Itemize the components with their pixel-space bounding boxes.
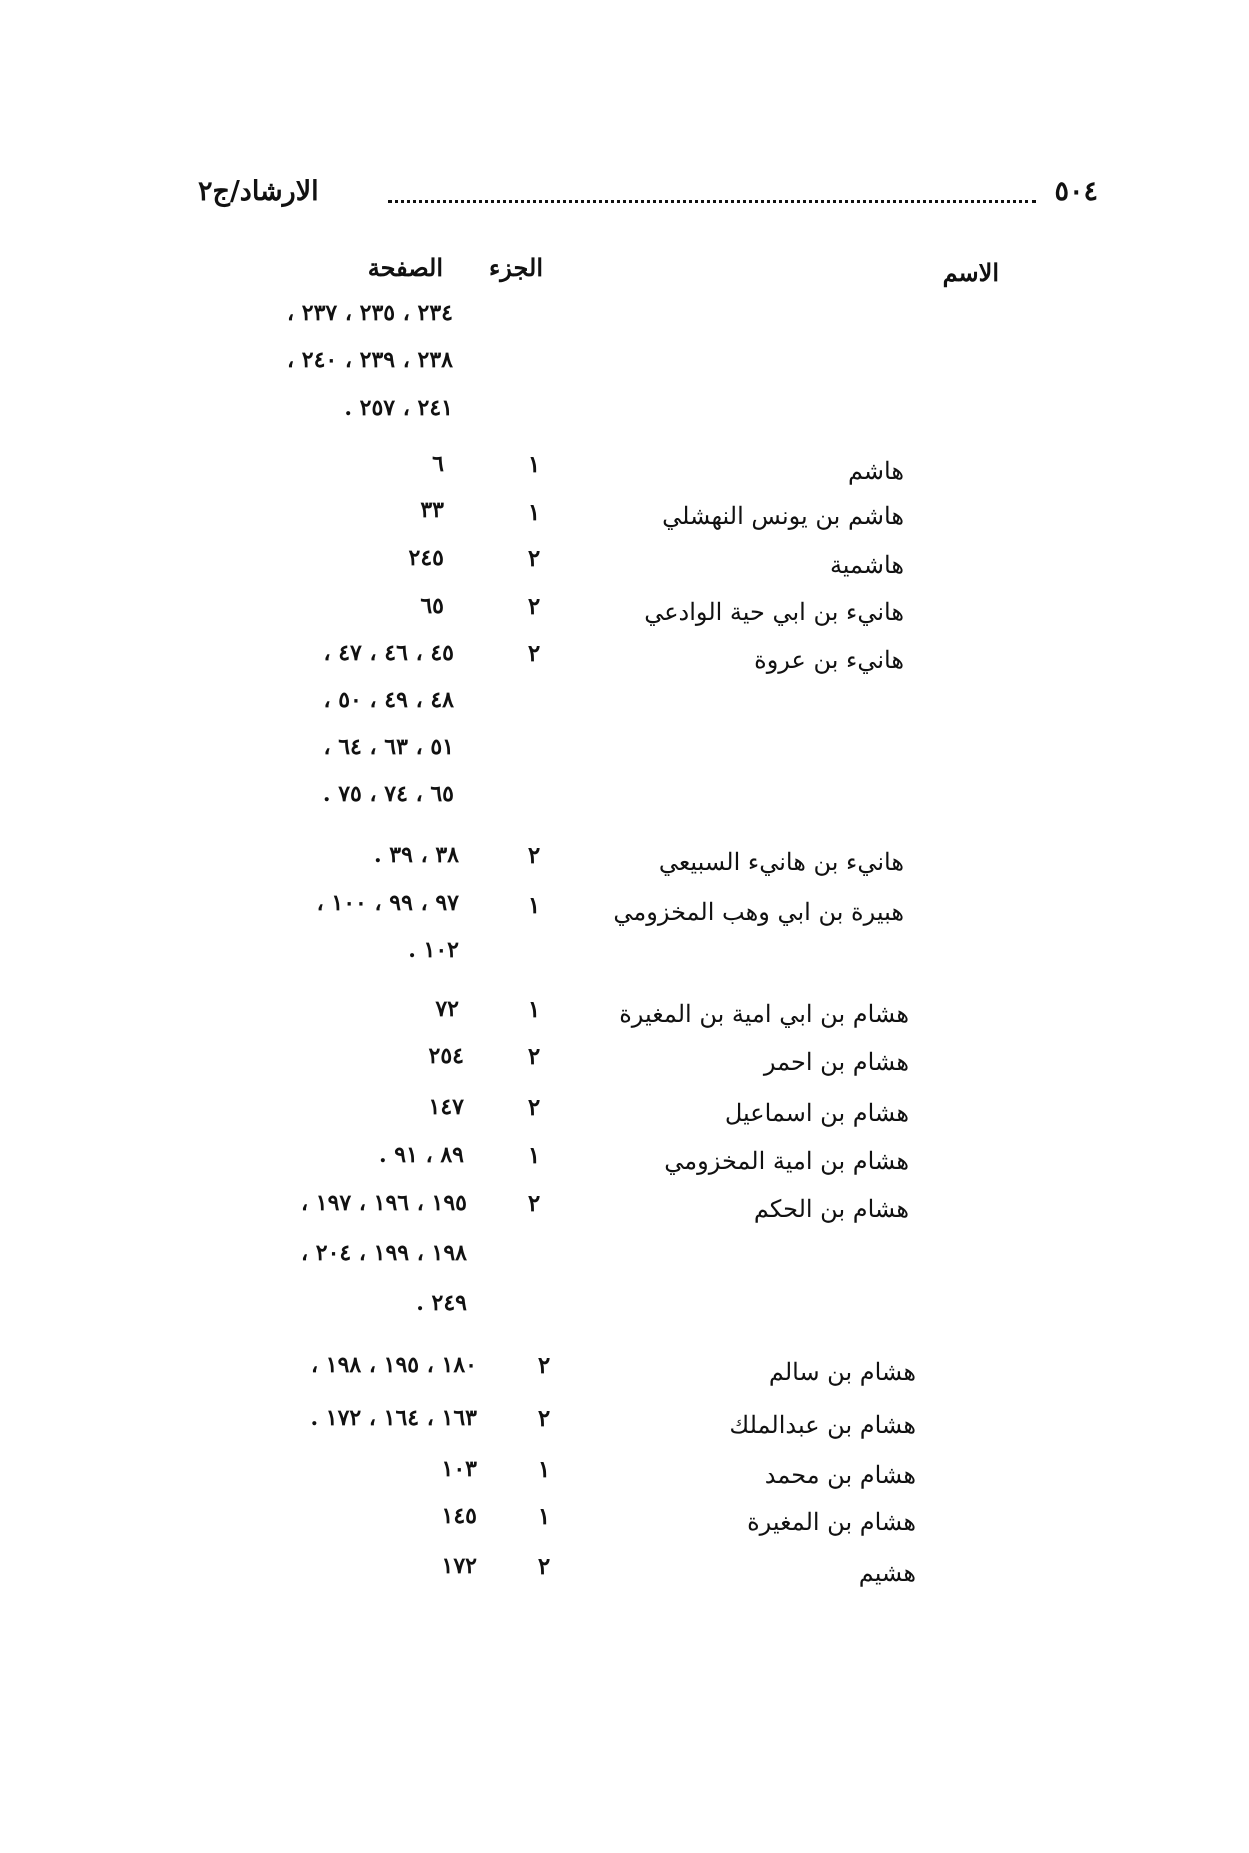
entry-name: هاشم بن يونس النهشلي [662,502,904,530]
column-header-name: الاسم [942,258,999,287]
entry-part: ٢ [537,1553,551,1580]
entry-pages: ١٤٧ [428,1094,464,1120]
continued-page-line: ٢٤١ ، ٢٥٧ . [344,395,453,421]
column-header-part: الجزء [489,253,543,282]
entry-part: ٢ [527,593,541,620]
entry-pages: ٤٨ ، ٤٩ ، ٥٠ ، [323,687,454,713]
entry-part: ٢ [537,1405,551,1432]
entry-name: هشام بن امية المخزومي [664,1147,909,1175]
column-header-page: الصفحة [367,253,443,282]
entry-name: هشام بن ابي امية بن المغيرة [619,1000,909,1028]
entry-pages: ٦٥ ، ٧٤ ، ٧٥ . [322,781,454,807]
entry-pages: ٧٢ [435,996,459,1022]
entry-pages: ٢٤٥ [408,545,444,571]
entry-part: ١ [527,499,541,526]
entry-pages: ٩٧ ، ٩٩ ، ١٠٠ ، [316,890,459,916]
entry-pages: ١٤٥ [441,1503,477,1529]
entry-name: هشام بن المغيرة [747,1508,916,1536]
entry-name: هانيء بن عروة [754,646,904,674]
entry-pages: ١٠٢ . [408,937,459,963]
entry-name: هاشمية [829,551,904,579]
entry-pages: ٤٥ ، ٤٦ ، ٤٧ ، [323,640,454,666]
dotted-leader [388,178,1036,203]
entry-name: هاشم [847,457,904,485]
entry-part: ٢ [527,1190,541,1217]
entry-pages: ٢٤٩ . [416,1290,467,1316]
entry-pages: ١٩٨ ، ١٩٩ ، ٢٠٤ ، [301,1240,467,1266]
page-number: ٥٠٤ [1054,176,1098,207]
entry-part: ١ [527,892,541,919]
entry-part: ٢ [527,545,541,572]
entry-pages: ٢٥٤ [428,1043,464,1069]
entry-part: ٢ [527,1094,541,1121]
entry-part: ٢ [527,640,541,667]
entry-pages: ٨٩ ، ٩١ . [378,1142,464,1168]
entry-pages: ١٧٢ [441,1553,477,1579]
entry-name: هشام بن اسماعيل [724,1099,909,1127]
entry-pages: ٦ [432,451,444,477]
entry-pages: ١٠٣ [441,1456,477,1482]
entry-part: ١ [527,996,541,1023]
entry-name: هشام بن الحكم [753,1195,909,1223]
entry-part: ١ [527,451,541,478]
entry-name: هبيرة بن ابي وهب المخزومي [613,898,904,926]
entry-name: هشيم [858,1559,916,1587]
entry-part: ١ [537,1503,551,1530]
entry-name: هانيء بن ابي حية الوادعي [644,598,904,626]
entry-name: هشام بن عبدالملك [729,1411,916,1439]
entry-pages: ٣٨ ، ٣٩ . [373,842,459,868]
entry-name: هشام بن محمد [764,1461,916,1489]
entry-pages: ١٩٥ ، ١٩٦ ، ١٩٧ ، [301,1190,467,1216]
entry-pages: ٦٥ [420,593,444,619]
continued-page-line: ٢٣٤ ، ٢٣٥ ، ٢٣٧ ، [287,300,453,326]
running-head [198,176,1098,220]
entry-part: ٢ [537,1352,551,1379]
continued-page-line: ٢٣٨ ، ٢٣٩ ، ٢٤٠ ، [287,347,453,373]
entry-name: هشام بن سالم [768,1358,916,1386]
entry-pages: ١٨٠ ، ١٩٥ ، ١٩٨ ، [311,1352,477,1378]
entry-part: ١ [527,1142,541,1169]
entry-pages: ١٦٣ ، ١٦٤ ، ١٧٢ . [310,1405,477,1431]
entry-pages: ٥١ ، ٦٣ ، ٦٤ ، [323,734,454,760]
entry-pages: ٣٣ [420,497,444,523]
entry-part: ١ [537,1456,551,1483]
entry-part: ٢ [527,1043,541,1070]
entry-part: ٢ [527,842,541,869]
entry-name: هانيء بن هانيء السبيعي [658,848,904,876]
entry-name: هشام بن احمر [763,1048,909,1076]
running-title: الارشاد/ج٢ [198,176,319,207]
